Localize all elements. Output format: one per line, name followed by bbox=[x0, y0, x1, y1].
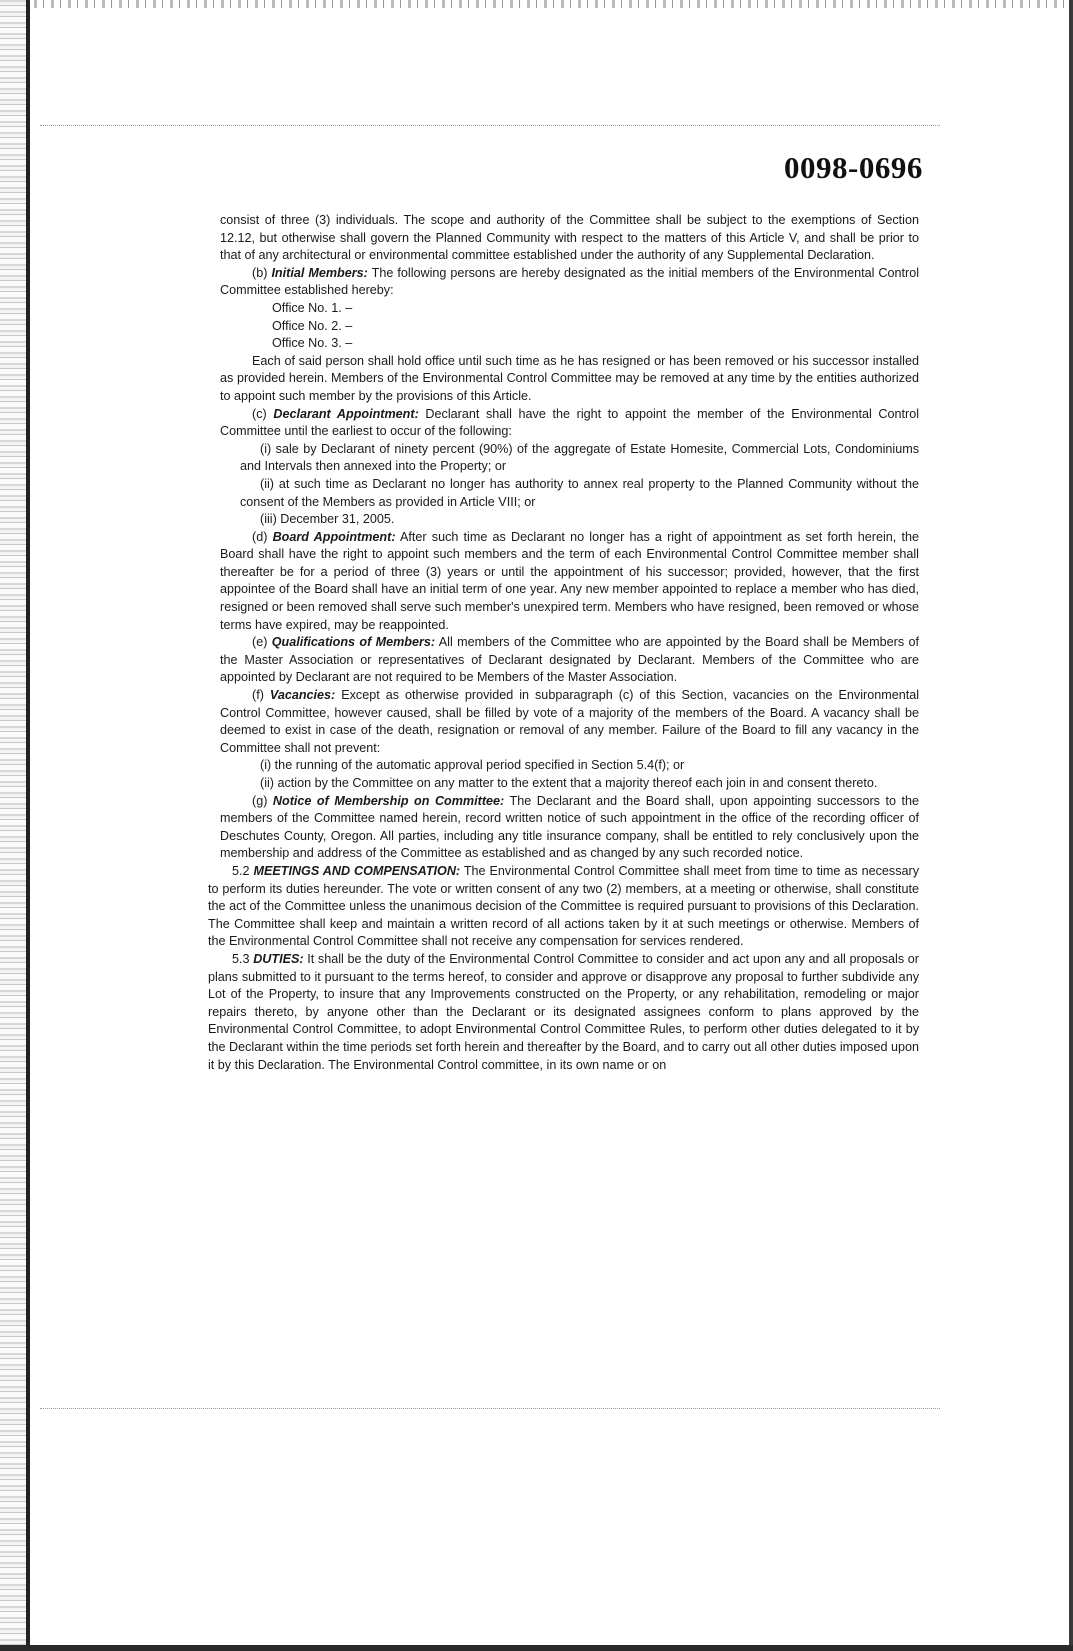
subsection-label: (e) bbox=[252, 635, 272, 650]
paragraph-notice-of-membership bbox=[220, 793, 919, 863]
subsection-label: (f) bbox=[252, 688, 270, 703]
paragraph-text: The following persons are hereby designated as the initial members of the Environmental Control Committee established hereby: bbox=[220, 265, 920, 298]
section-meetings-compensation bbox=[208, 863, 919, 951]
document-body bbox=[208, 212, 920, 1074]
subsection-heading: Board Appointment: bbox=[272, 529, 396, 544]
list-item: (i) the running of the automatic approval period specified in Section 5.4(f); or bbox=[260, 758, 685, 773]
section-heading: MEETINGS AND COMPENSATION: bbox=[253, 863, 461, 878]
subsection-label: (g) bbox=[252, 793, 273, 808]
subsection-heading: Notice of Membership on Committee: bbox=[272, 793, 505, 808]
paragraph-board-appointment bbox=[220, 529, 919, 635]
scan-edge-top bbox=[0, 0, 1073, 8]
paragraph-vacancies bbox=[220, 687, 919, 757]
section-number: 5.2 bbox=[232, 863, 254, 878]
office-item: Office No. 3. – bbox=[272, 336, 353, 351]
subsection-label: (c) bbox=[252, 406, 274, 421]
scan-edge-left bbox=[0, 0, 30, 1651]
paragraph-qualifications bbox=[220, 634, 919, 687]
paragraph-text: Except as otherwise provided in subparagraph (c) of this Section, vacancies on the Environmental Control Committee, however caused, shall be filled by vote of a majority of the members of the Board. A vacancy shall be deemed to exist in case of the death, resignation or removal of any member. Failure of the Board to fill any vacancy in the Committee shall not prevent: bbox=[220, 688, 920, 755]
paragraph-text: It shall be the duty of the Environmental Control Committee to consider and act upon any and all proposals or plans submitted to it pursuant to the terms hereof, to consider and approve or disapprove any proposal to further subdivide any Lot of the Property, to insure that any Improvements constructed on the Property, or any rehabilitation, remodeling or major repairs thereto, by anyone other than the Declarant or its designated assignees conform to plans approved by the Environmental Control Committee, to adopt Environmental Control Committee Rules, to perform other duties delegated to it by the Declarant within the time periods set forth herein and thereafter by the Board, and to carry out all other duties imposed upon it by this Declaration. The Environmental Control committee, in its own name or on bbox=[208, 951, 919, 1072]
section-heading: DUTIES: bbox=[253, 951, 304, 966]
list-item: (iii) December 31, 2005. bbox=[260, 512, 395, 527]
subsection-heading: Initial Members: bbox=[271, 265, 368, 280]
page-number: 0098-0696 bbox=[784, 150, 923, 185]
office-item: Office No. 1. – bbox=[272, 300, 353, 315]
subsection-heading: Declarant Appointment: bbox=[273, 406, 419, 421]
scan-artifact-line-bottom bbox=[40, 1408, 940, 1410]
paragraph-initial-members bbox=[220, 265, 919, 300]
subsection-label: (d) bbox=[252, 529, 273, 544]
office-item: Office No. 2. – bbox=[272, 318, 353, 333]
paragraph-scope: consist of three (3) individuals. The scope and authority of the Committee shall be subject to the exemptions of Section 12.12, but otherwise shall govern the Planned Community with respect to the matters of this Article V, and shall be prior to that of any architectural or environmental committee established under the authority of any Supplemental Declaration. bbox=[220, 213, 919, 263]
paragraph-term: Each of said person shall hold office until such time as he has resigned or has been removed or his successor installed as provided herein. Members of the Environmental Control Committee may be removed at any time by the entities authorized to appoint such member by the provisions of this Article. bbox=[220, 353, 919, 403]
paragraph-text: After such time as Declarant no longer has a right of appointment as set forth herein, the Board shall have the right to appoint such members and the term of each Environmental Control Committee member shall thereafter be for a period of three (3) years or until the appointment of his successor; provided, however, that the first appointee of the Board shall have an initial term of one year. Any new member appointed to replace a member who has died, resigned or been removed shall serve such member's unexpired term. Members who have resigned, been removed or whose terms have expired, may be reappointed. bbox=[220, 529, 919, 632]
subsection-label: (b) bbox=[252, 265, 272, 280]
scan-edge-bottom bbox=[0, 1645, 1073, 1651]
section-duties bbox=[208, 951, 919, 1074]
subsection-heading: Vacancies: bbox=[269, 688, 336, 703]
scan-artifact-line bbox=[40, 125, 940, 127]
paragraph-text: All members of the Committee who are appointed by the Board shall be Members of the Master Association or representatives of Declarant designated by Declarant. Members of the Committee who are appointed by Declarant are not required to be Members of the Master Association. bbox=[220, 635, 919, 685]
list-item: (ii) at such time as Declarant no longer has authority to annex real property to the Planned Community without the consent of the Members as provided in Article VIII; or bbox=[240, 476, 919, 509]
paragraph-declarant-appointment bbox=[220, 406, 919, 441]
paragraph-text: Declarant shall have the right to appoint the member of the Environmental Control Committee until the earliest to occur of the following: bbox=[220, 406, 919, 439]
paragraph-text: The Declarant and the Board shall, upon appointing successors to the members of the Committee named herein, record written notice of such appointment in the office of the recording officer of Deschutes County, Oregon. All parties, including any title insurance company, shall be entitled to rely conclusively upon the membership and address of the Committee as established and as changed by any such recorded notice. bbox=[220, 793, 919, 861]
subsection-heading: Qualifications of Members: bbox=[271, 635, 436, 650]
scan-edge-right bbox=[1069, 0, 1073, 1651]
section-number: 5.3 bbox=[232, 951, 254, 966]
paragraph-text: The Environmental Control Committee shall meet from time to time as necessary to perform its duties hereunder. The vote or written consent of any two (2) members, at a meeting or otherwise, shall constitute the act of the Committee unless the unanimous decision of the Committee is required pursuant to provisions of this Declaration. The Committee shall keep and maintain a written record of all actions taken by it at such meetings or otherwise. Members of the Environmental Control Committee shall not receive any compensation for services rendered. bbox=[208, 863, 920, 949]
list-item: (i) sale by Declarant of ninety percent (90%) of the aggregate of Estate Homesite, Commercial Lots, Condominiums and Intervals then annexed into the Property; or bbox=[240, 441, 919, 474]
list-item: (ii) action by the Committee on any matter to the extent that a majority thereof each join in and consent thereto. bbox=[260, 776, 878, 790]
